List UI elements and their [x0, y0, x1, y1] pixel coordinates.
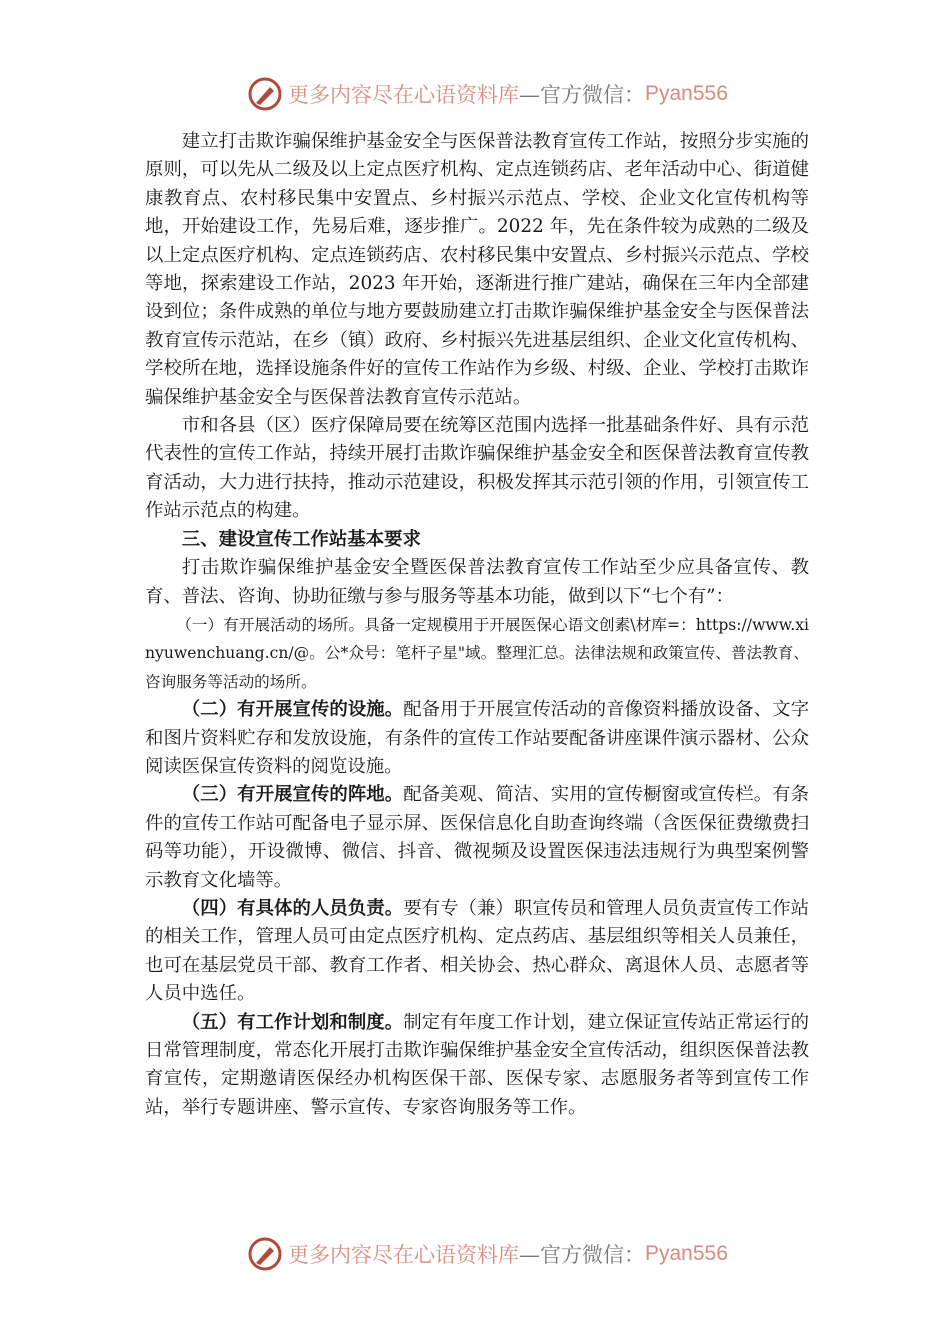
paragraph — [145, 128, 809, 412]
section-heading — [145, 526, 809, 554]
paragraph-lead: （五）有工作计划和制度。 — [181, 1011, 404, 1033]
watermark-wechat-id: Pyan556 — [645, 1242, 728, 1265]
watermark-footer — [248, 1234, 728, 1274]
paragraph — [145, 696, 809, 781]
pen-logo-icon — [248, 1237, 282, 1271]
paragraph — [145, 412, 809, 526]
paragraph-text: 要有专（兼）职宣传员和管理人员负责宣传工作站的相关工作，管理人员可由定点医疗机构、定点药店、基层组织等相关人员兼任，也可在基层党员干部、教育工作者、相关协会、热心群众、离退休人员、志愿者等人员中选任。 — [145, 897, 809, 1005]
watermark-text: 更多内容尽在心语资料库 — [288, 1243, 519, 1267]
paragraph-text: 建立打击欺诈骗保维护基金安全与医保普法教育宣传工作站，按照分步实施的原则，可以先从二级及以上定点医疗机构、定点连锁药店、老年活动中心、街道健康教育点、农村移民集中安置点、乡村振兴示范点、学校、企业文化宣传机构等地，开始建设工作，先易后难，逐步推广。2022 年，先在条件较为成熟的二级及以上定点医疗机构、定点连锁药店、农村移民集中安置点、乡村振兴示范点、学校等地，探索建设工作站，2023 年开始，逐渐进行推广建站，确保在三年内全部建设到位；条件成熟的单位与地方要鼓励建立打击欺诈骗保维护基金安全与医保普法教育宣传示范站，在乡（镇）政府、乡村振兴先进基层组织、企业文化宣传机构、学校所在地，选择设施条件好的宣传工作站作为乡级、村级、企业、学校打击欺诈骗保维护基金安全与医保普法教育宣传示范站。 — [145, 131, 809, 408]
paragraph-lead: （二）有开展宣传的设施。 — [181, 699, 404, 721]
paragraph — [145, 895, 809, 1009]
paragraph-text: 打击欺诈骗保维护基金安全暨医保普法教育宣传工作站至少应具备宣传、教育、普法、咨询、协助征缴与参与服务等基本功能，做到以下“七个有”： — [145, 557, 809, 607]
paragraph-text: （一）有开展活动的场所。具备一定规模用于开展医保心语文创素\材库=：https://www.xinyuwenchuang.cn/@。公*众号：笔杆子星"域。整理汇总。法律法规和政策宣传、普法教育、咨询服务等活动的场所。 — [145, 615, 809, 691]
paragraph-text: 配备美观、简洁、实用的宣传橱窗或宣传栏。有条件的宣传工作站可配备电子显示屏、医保信息化自助查询终端（含医保征费缴费扫码等功能），开设微博、微信、抖音、微视频及设置医保违法违规行为典型案例警示教育文化墙等。 — [145, 784, 809, 891]
document-body — [145, 128, 809, 1122]
paragraph-text: 配备用于开展宣传活动的音像资料播放设备、文字和图片资料贮存和发放设施，有条件的宣传工作站要配备讲座课件演示器材、公众阅读医保宣传资料的阅览设施。 — [145, 699, 809, 777]
paragraph-lead: （三）有开展宣传的阵地。 — [181, 784, 404, 806]
heading-text: 三、建设宣传工作站基本要求 — [181, 528, 421, 550]
paragraph — [145, 611, 809, 696]
paragraph — [145, 554, 809, 611]
paragraph-text: 制定有年度工作计划，建立保证宣传站正常运行的日常管理制度，常态化开展打击欺诈骗保维护基金安全宣传活动，组织医保普法教育宣传，定期邀请医保经办机构医保干部、医保专家、志愿服务者等到宣传工作站，举行专题讲座、警示宣传、专家咨询服务等工作。 — [145, 1011, 809, 1118]
watermark-wechat-label: —官方微信： — [519, 1243, 645, 1267]
watermark-wechat-label: —官方微信： — [519, 83, 645, 107]
watermark-text: 更多内容尽在心语资料库 — [288, 83, 519, 107]
paragraph-lead: （四）有具体的人员负责。 — [181, 897, 404, 919]
pen-logo-icon — [248, 77, 282, 111]
paragraph — [145, 1009, 809, 1123]
paragraph — [145, 781, 809, 895]
paragraph-text: 市和各县（区）医疗保障局要在统筹区范围内选择一批基础条件好、具有示范代表性的宣传工作站，持续开展打击欺诈骗保维护基金安全和医保普法教育宣传教育活动，大力进行扶持，推动示范建设，积极发挥其示范引领的作用，引领宣传工作站示范点的构建。 — [145, 415, 809, 522]
watermark-header — [248, 74, 728, 114]
watermark-wechat-id: Pyan556 — [645, 82, 728, 105]
